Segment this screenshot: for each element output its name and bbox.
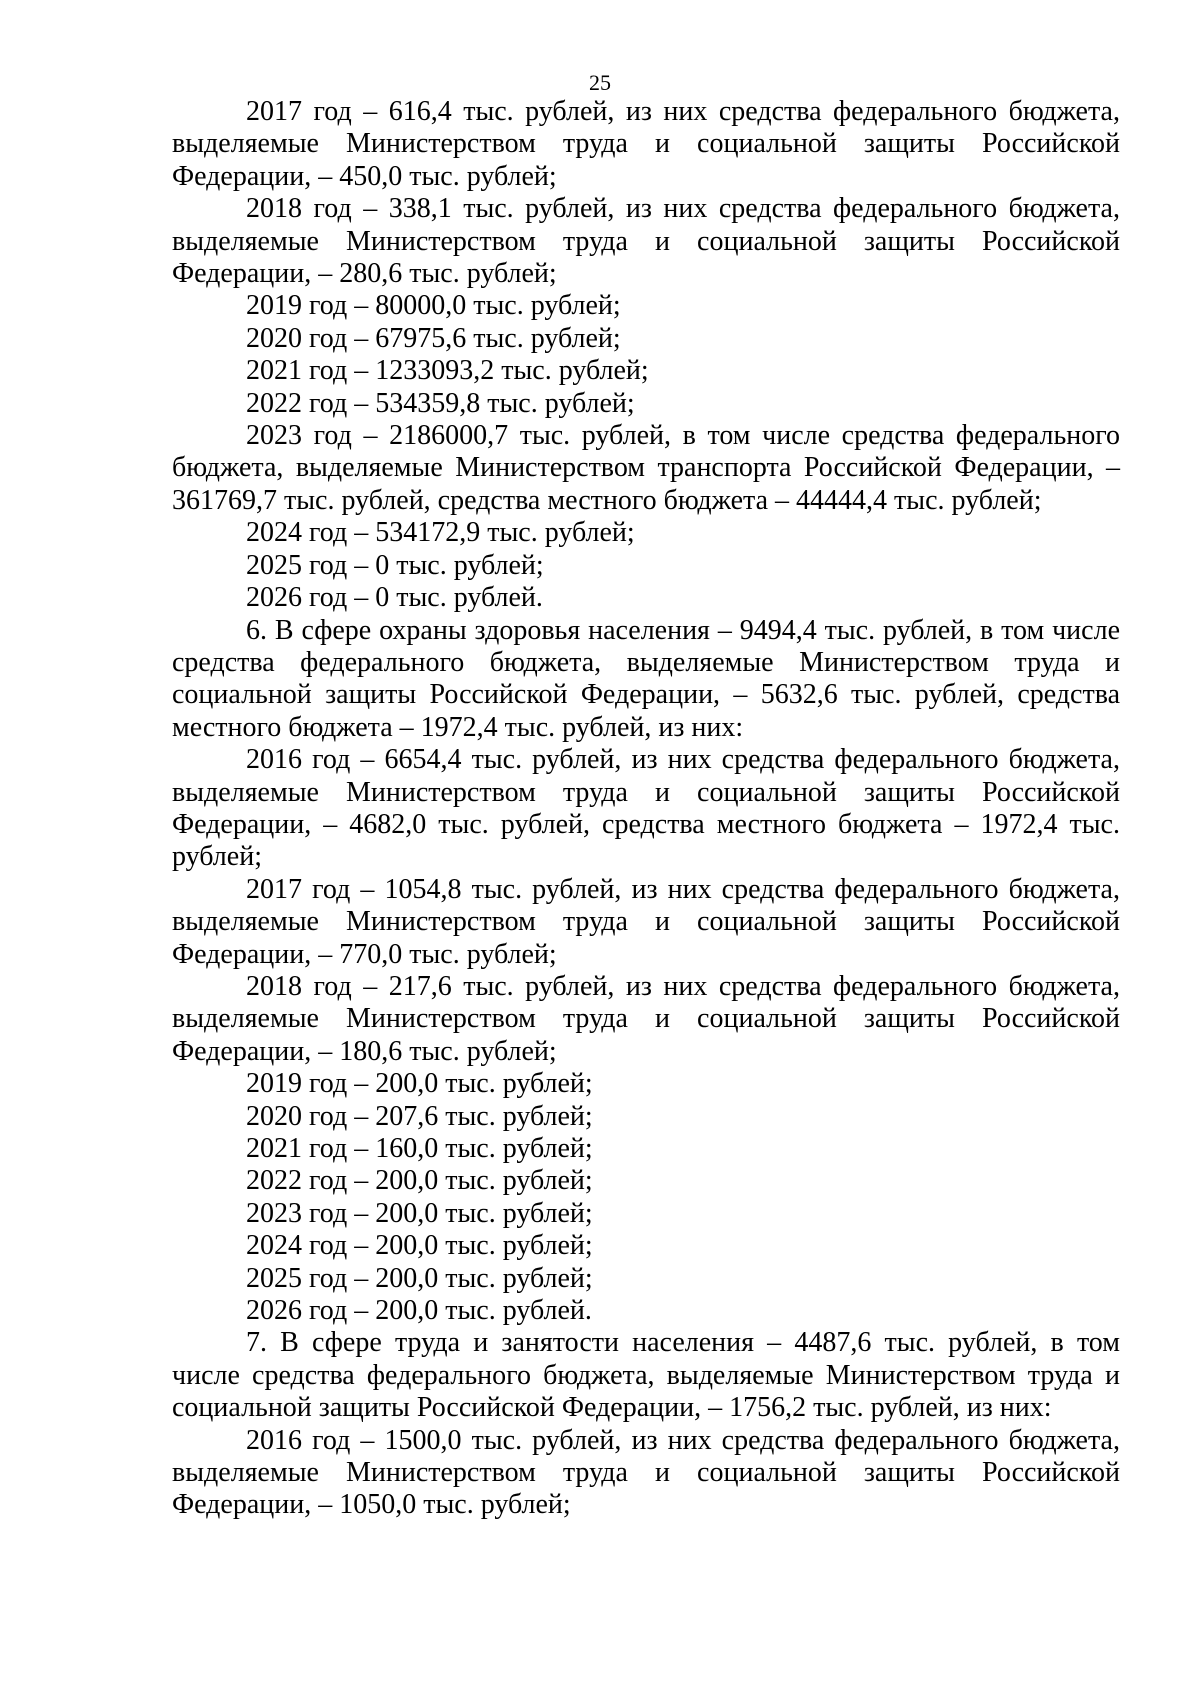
- paragraph-2026-social: 2026 год – 0 тыс. рублей.: [246, 582, 543, 614]
- paragraph-2026-health: 2026 год – 200,0 тыс. рублей.: [246, 1295, 592, 1327]
- paragraph-2018-social: 2018 год – 338,1 тыс. рублей, из них средства федерального бюджета, выделяемые Министерством труда и социальной защиты Российской Федерации, – 280,6 тыс. рублей;: [172, 193, 1120, 290]
- document-body: [172, 96, 1120, 1522]
- paragraph-2024-social: 2024 год – 534172,9 тыс. рублей;: [246, 517, 635, 549]
- paragraph-2018-health: 2018 год – 217,6 тыс. рублей, из них средства федерального бюджета, выделяемые Министерством труда и социальной защиты Российской Федерации, – 180,6 тыс. рублей;: [172, 970, 1120, 1067]
- paragraph-2017-health: 2017 год – 1054,8 тыс. рублей, из них средства федерального бюджета, выделяемые Министерством труда и социальной защиты Российской Федерации, – 770,0 тыс. рублей;: [172, 873, 1120, 970]
- paragraph-2019-health: 2019 год – 200,0 тыс. рублей;: [246, 1068, 593, 1100]
- paragraph-2023-health: 2023 год – 200,0 тыс. рублей;: [246, 1197, 593, 1229]
- paragraph-2025-health: 2025 год – 200,0 тыс. рублей;: [246, 1262, 593, 1294]
- paragraph-2022-social: 2022 год – 534359,8 тыс. рублей;: [246, 387, 635, 419]
- paragraph-2020-social: 2020 год – 67975,6 тыс. рублей;: [246, 322, 621, 354]
- section-6-heading-paragraph: 6. В сфере охраны здоровья населения – 9494,4 тыс. рублей, в том числе средства федерального бюджета, выделяемые Министерством труда и социальной защиты Российской Федерации, – 5632,6 тыс. рублей, средства местного бюджета – 1972,4 тыс. рублей, из них:: [172, 614, 1120, 743]
- paragraph-2020-health: 2020 год – 207,6 тыс. рублей;: [246, 1100, 593, 1132]
- page-number: 25: [589, 70, 611, 95]
- paragraph-2021-social: 2021 год – 1233093,2 тыс. рублей;: [246, 355, 649, 387]
- paragraph-2016-health: 2016 год – 6654,4 тыс. рублей, из них средства федерального бюджета, выделяемые Министерством труда и социальной защиты Российской Федерации, – 4682,0 тыс. рублей, средства местного бюджета – 1972,4 тыс. рублей;: [172, 744, 1120, 873]
- paragraph-2023-social: 2023 год – 2186000,7 тыс. рублей, в том числе средства федерального бюджета, выделяемые Министерством транспорта Российской Федерации, – 361769,7 тыс. рублей, средства местного бюджета – 44444,4 тыс. рублей;: [172, 420, 1120, 516]
- paragraph-2022-health: 2022 год – 200,0 тыс. рублей;: [246, 1165, 593, 1197]
- section-7-heading-paragraph: 7. В сфере труда и занятости населения – 4487,6 тыс. рублей, в том числе средства федерального бюджета, выделяемые Министерством труда и социальной защиты Российской Федерации, – 1756,2 тыс. рублей, из них:: [172, 1327, 1120, 1424]
- paragraph-2016-labor: 2016 год – 1500,0 тыс. рублей, из них средства федерального бюджета, выделяемые Министерством труда и социальной защиты Российской Федерации, – 1050,0 тыс. рублей;: [172, 1424, 1120, 1521]
- paragraph-2025-social: 2025 год – 0 тыс. рублей;: [246, 549, 544, 581]
- paragraph-2019-social: 2019 год – 80000,0 тыс. рублей;: [246, 290, 621, 322]
- paragraph-2017-social: 2017 год – 616,4 тыс. рублей, из них средства федерального бюджета, выделяемые Министерством труда и социальной защиты Российской Федерации, – 450,0 тыс. рублей;: [172, 96, 1120, 192]
- paragraph-2021-health: 2021 год – 160,0 тыс. рублей;: [246, 1133, 593, 1164]
- paragraph-2024-health: 2024 год – 200,0 тыс. рублей;: [246, 1230, 593, 1262]
